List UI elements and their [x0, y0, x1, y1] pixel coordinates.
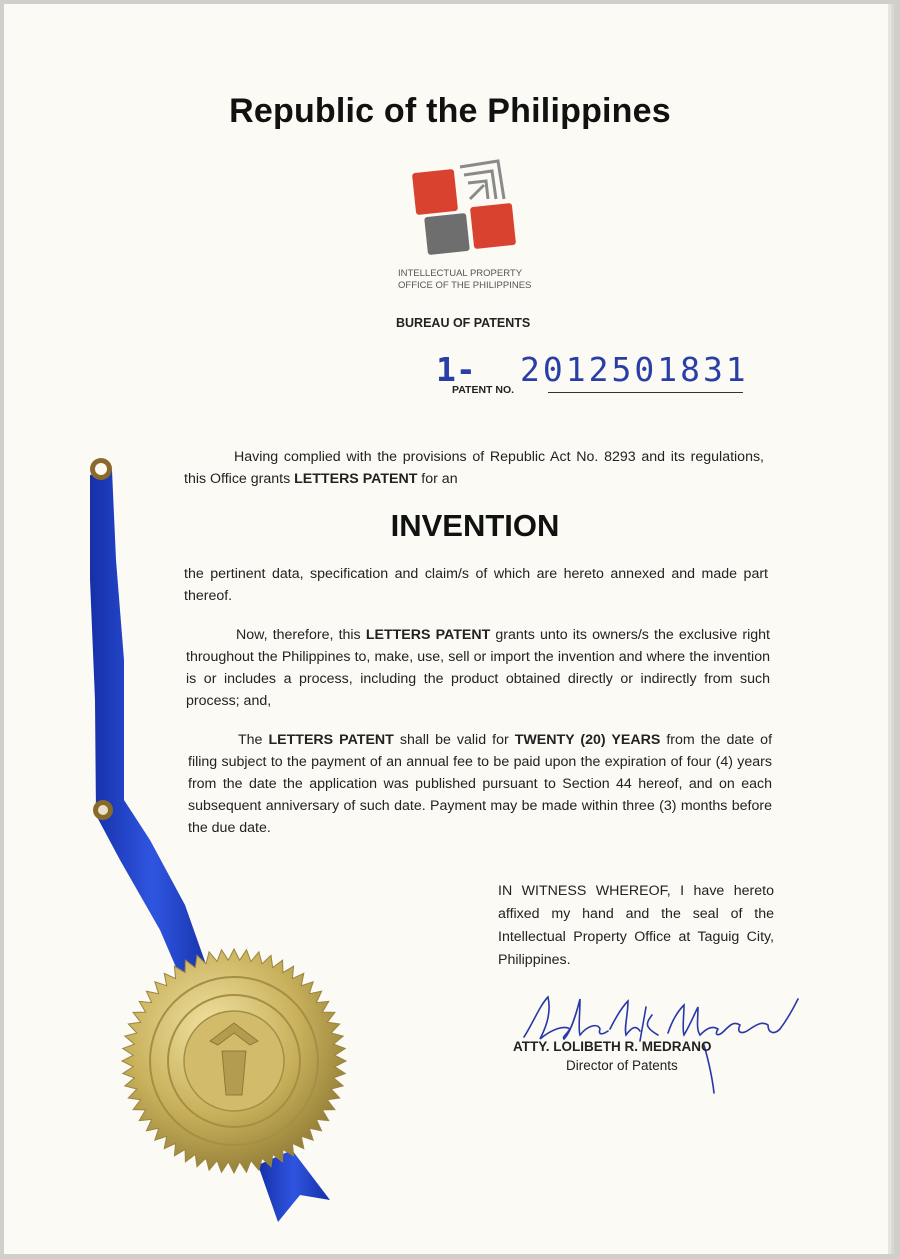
office-line1: INTELLECTUAL PROPERTY [398, 268, 523, 279]
intro-text-2: for an [417, 471, 458, 487]
rights-text-2: grants unto its owners/s the exclusive right throughout the Philippines to, make, use, sell or import the invention and where the invention is or includes a process, including the product obtained directly or indirectly from such process; and, [186, 627, 770, 709]
validity-bold-2: TWENTY (20) YEARS [514, 732, 661, 748]
grant-type-title: INVENTION [390, 508, 560, 543]
gold-seal-icon [118, 945, 350, 1177]
validity-bold-1: LETTERS PATENT [268, 732, 394, 748]
bureau-label: BUREAU OF PATENTS [396, 316, 531, 330]
rights-text-1: Now, therefore, this [236, 627, 366, 643]
annex-paragraph: the pertinent data, specification and claim/s of which are hereto annexed and made part thereof. [184, 566, 768, 604]
patent-number: 2012501831 [520, 350, 749, 389]
intro-text-1: Having complied with the provisions of Republic Act No. 8293 and its regulations, this Office grants [184, 449, 764, 487]
patent-number-underline [548, 392, 743, 393]
validity-text-1: The [238, 732, 269, 748]
patent-number-label: PATENT NO. [452, 384, 515, 396]
validity-text-2: shall be valid for [393, 732, 515, 748]
witness-paragraph: IN WITNESS WHEREOF, I have hereto affixed my hand and the seal of the Intellectual Property Office at Taguig City, Philippines. [498, 883, 774, 968]
office-line2: OFFICE OF THE PHILIPPINES [398, 280, 532, 291]
intro-bold-1: LETTERS PATENT [294, 471, 418, 487]
rights-bold-1: LETTERS PATENT [365, 627, 491, 643]
office-caption [398, 268, 568, 292]
validity-text-3: from the date of filing subject to the payment of an annual fee to be paid upon the expiration of four (4) years from the date the application was published pursuant to Section 44 hereof, and on each subsequent anniversary of such date. Payment may be made within three (3) months before the due date. [188, 732, 773, 836]
page-title: Republic of the Philippines [229, 92, 671, 130]
signatory-title: Director of Patents [566, 1058, 678, 1073]
ipophil-logo-icon [408, 155, 520, 255]
signatory-name: ATTY. LOLIBETH R. MEDRANO [513, 1039, 712, 1054]
patent-number-prefix: 1- [436, 350, 476, 389]
